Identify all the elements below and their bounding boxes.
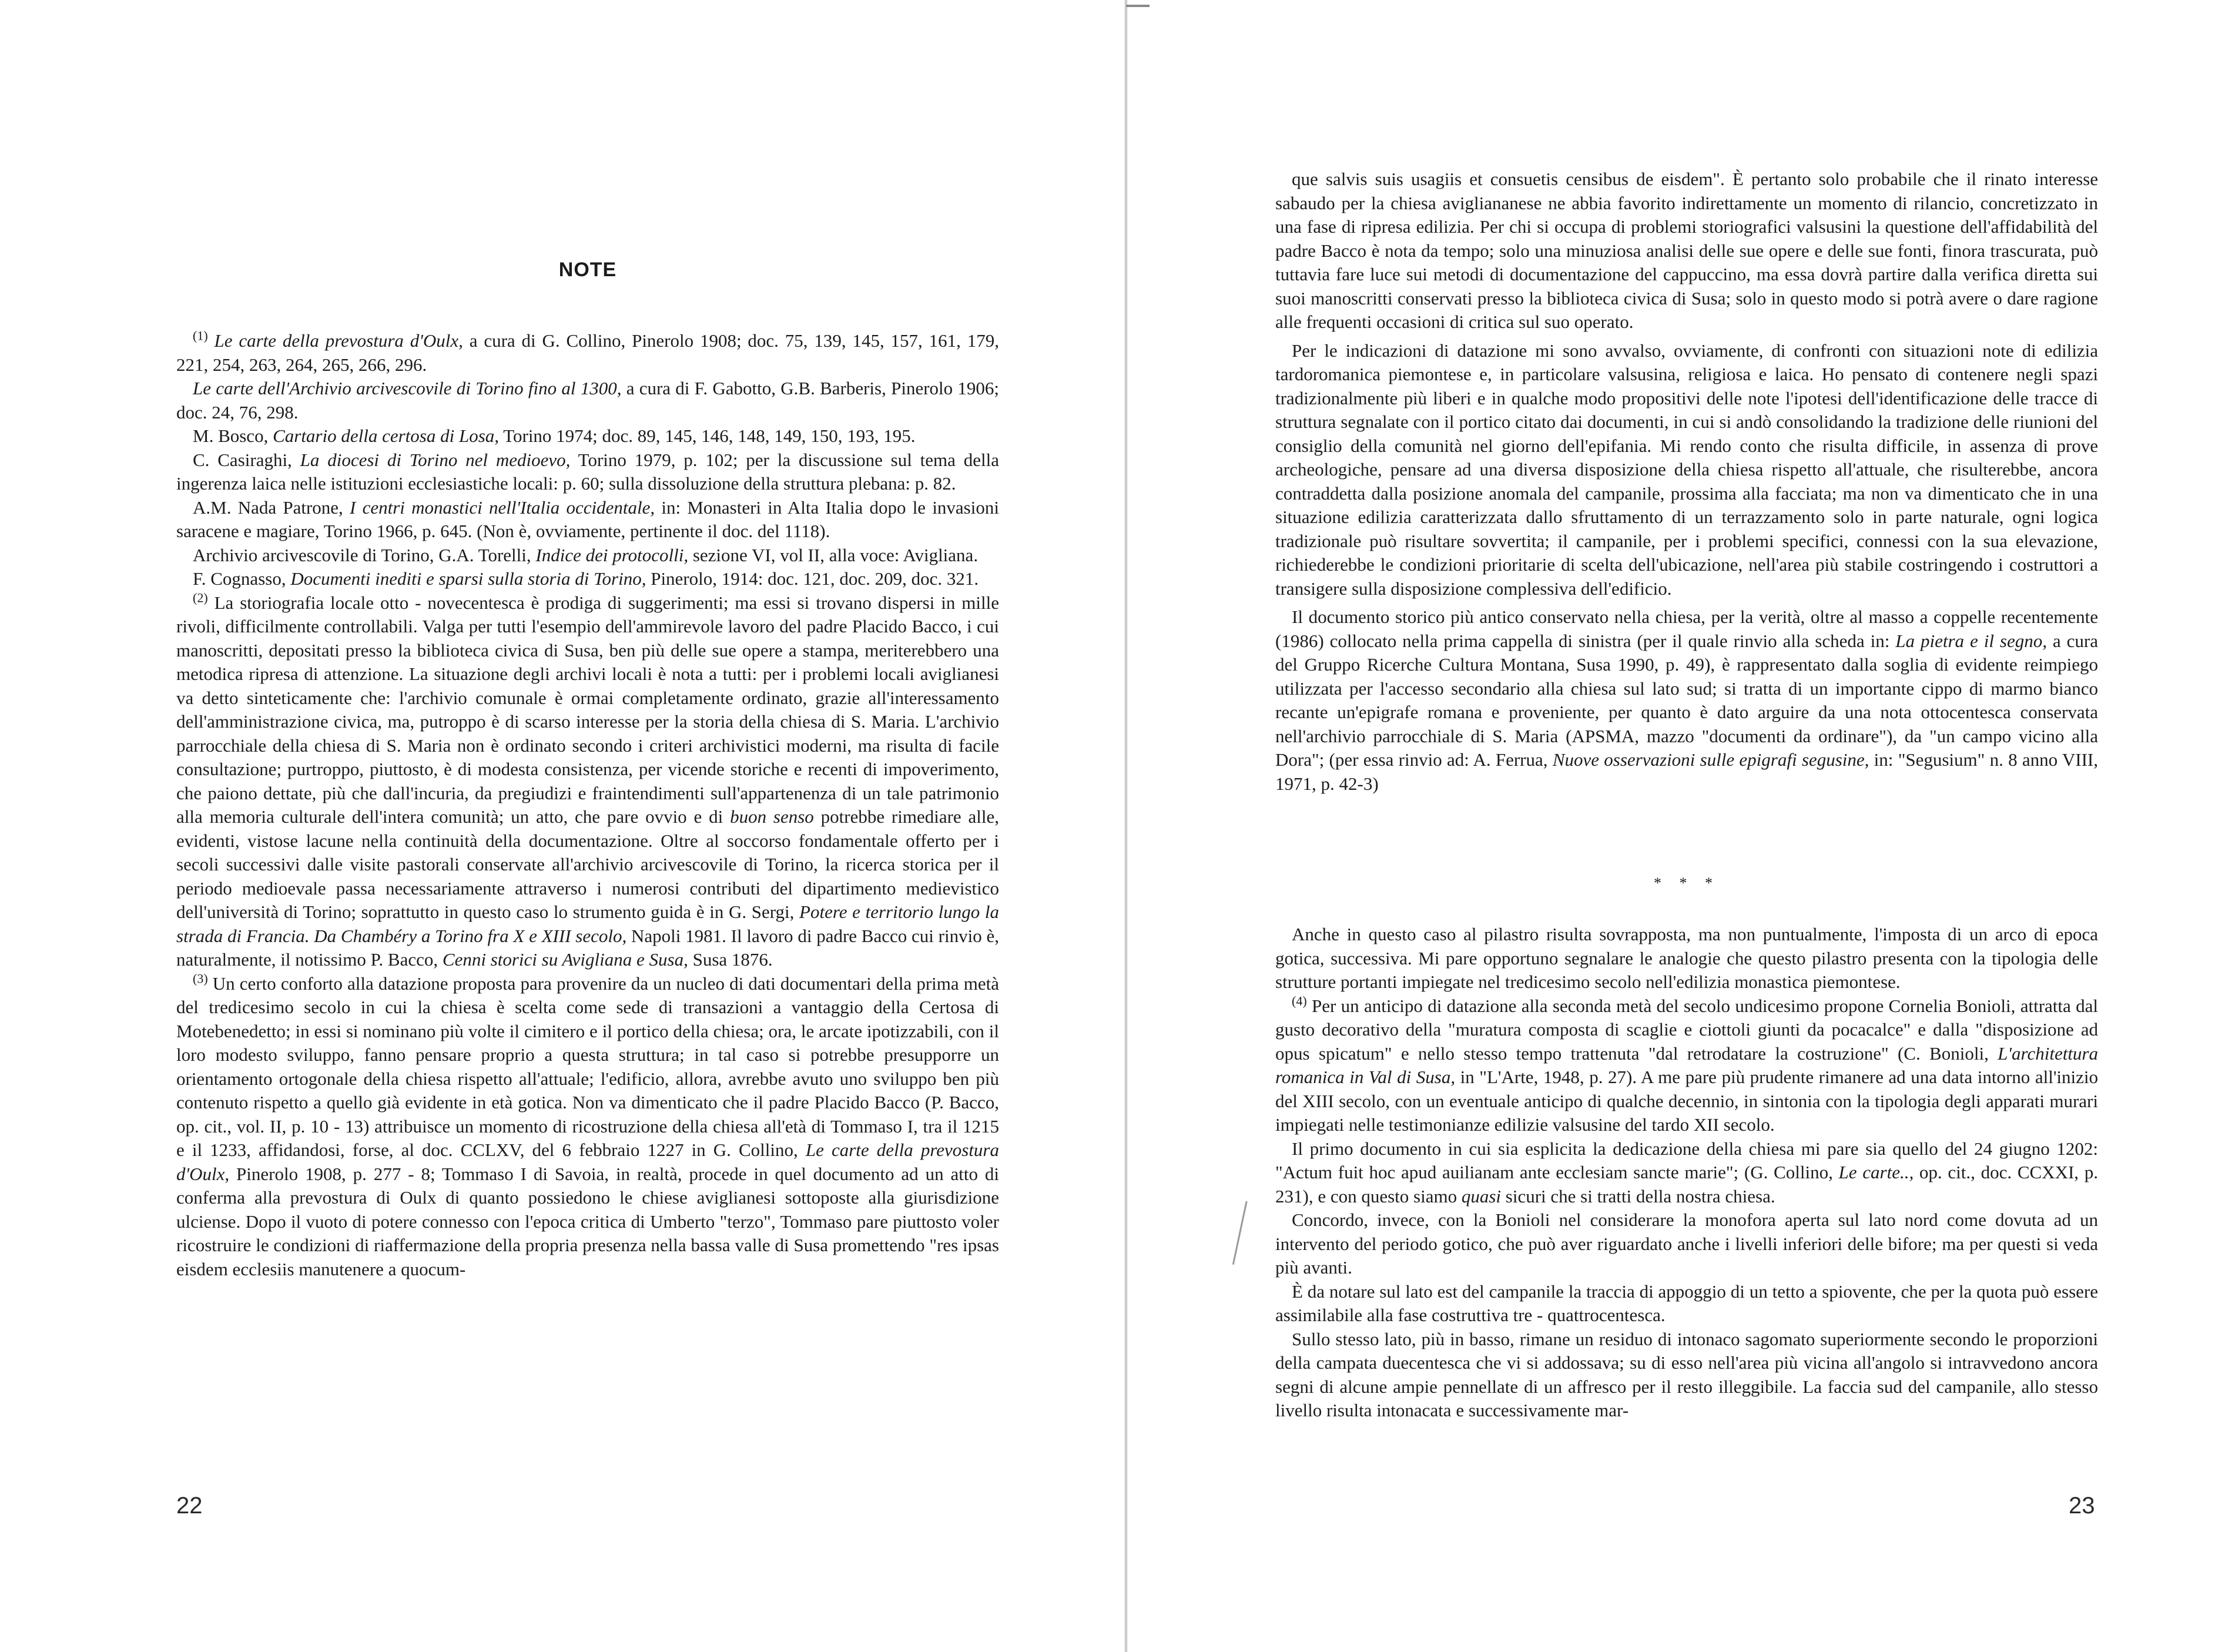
note-text: Susa 1876. [688, 949, 773, 970]
page-title: NOTE [558, 259, 617, 281]
notes-column-right-bottom [1275, 923, 2098, 1423]
note-text: F. Cognasso, [193, 568, 291, 589]
note-paragraph [1275, 1137, 2098, 1209]
note-text: È da notare sul lato est del campanile la traccia di appoggio di un tetto a spiovente, che per la quota può essere assimilabile alla fase costruttiva tre - quattrocentesca. [1275, 1281, 2098, 1325]
note-text: Pinerolo 1908, p. 277 - 8; Tommaso I di Savoia, in realtà, procede in quel documento ad un atto di conferma alla prevostura di Oulx di quanto possiedono le chiese aviglianesi sottoposte alla giurisdizione ulciense. Dopo il vuoto di potere connesso con l'epoca critica di Umberto "terzo", Tommaso pare piuttosto voler ricostruire le condizioni di riaffermazione della propria presenza nella bassa valle di Susa promettendo "res ipsas eisdem ecclesiis manutenere a quocum- [176, 1163, 999, 1279]
note-number: (3) [193, 971, 208, 986]
note-text: in "L'Arte, 1948, p. 27). A me pare più prudente rimanere ad una data intorno all'inizio del XIII secolo, con un eventuale anticipo di qualche decennio, in sintonia con la tipologia degli apparati murari impiegati nelle testimonianze edilizie valsusine del tardo XII secolo. [1275, 1067, 2098, 1135]
italic-citation: I centri monastici nell'Italia occidentale, [350, 497, 655, 518]
note-paragraph [1275, 923, 2098, 994]
note-text: Pinerolo, 1914: doc. 121, doc. 209, doc. 321. [646, 568, 979, 589]
note-paragraph [176, 972, 999, 1282]
note-text: Il documento storico più antico conservato nella chiesa, per la verità, oltre al masso a coppelle recentemente (1986) collocato nella prima cappella di sinistra (per il quale rinvio alla scheda in: [1275, 606, 2098, 651]
note-text: in: Monasteri in Alta Italia dopo le invasioni saracene e magiare, Torino 1966, p. 645. (Non è, ovviamente, pertinente il doc. del 1118). [176, 497, 999, 541]
italic-citation: quasi [1461, 1185, 1502, 1207]
note-paragraph [176, 448, 999, 496]
italic-citation: Cenni storici su Avigliana e Susa, [442, 949, 688, 970]
note-paragraph [176, 567, 999, 591]
note-text: Concordo, invece, con la Bonioli nel considerare la monofora aperta sul lato nord come dovuta ad un intervento del periodo gotico, che può aver riguardato anche i livelli inferiori delle bifore; ma per questi si veda più avanti. [1275, 1209, 2098, 1278]
note-text: A.M. Nada Patrone, [193, 497, 350, 518]
note-paragraph [1275, 339, 2098, 601]
notes-column-left [176, 329, 999, 1281]
note-paragraph [1275, 1280, 2098, 1328]
italic-citation: Nuove osservazioni sulle epigrafi segusine, [1552, 749, 1869, 770]
section-separator: * * * [1654, 874, 1720, 892]
note-text: Torino 1974; doc. 89, 145, 146, 148, 149, 150, 193, 195. [499, 425, 916, 446]
italic-citation: La diocesi di Torino nel medioevo, [300, 449, 571, 470]
note-paragraph [176, 496, 999, 544]
note-paragraph [1275, 605, 2098, 796]
note-text: Archivio arcivescovile di Torino, G.A. Torelli, [193, 544, 536, 565]
note-paragraph [176, 591, 999, 972]
note-text: Sullo stesso lato, più in basso, rimane un residuo di intonaco sagomato superiormente secondo le proporzioni della campata duecentesca che vi si addossava; su di esso nell'area più vicina all'angolo si intravvedono ancora segni di alcune ampie pennellate di un affresco per il resto illeggibile. La faccia sud del campanile, allo stesso livello risulta intonacata e successivamente mar- [1275, 1328, 2098, 1420]
italic-citation: Le carte della prevostura d'Oulx, [176, 1140, 999, 1184]
note-text: in: "Segusium" n. 8 anno VIII, 1971, p. 42-3) [1275, 749, 2098, 794]
italic-citation: Potere e territorio lungo la strada di Francia. Da Chambéry a Torino fra X e XIII secolo, [176, 902, 999, 946]
note-text: Per le indicazioni di datazione mi sono avvalso, ovviamente, di confronti con situazioni note di edilizia tardoromanica piemontese e, in particolare valsusina, religiosa e laica. Ho pensato di contenere negli spazi tradizionalmente più liberi e in qualche modo propositivi delle note l'ipotesi dell'identificazione delle tracce di struttura segnalate con il portico citato dai documenti, in cui si andò consolidando la tradizione delle riunioni del consiglio della comunità nel giorno dell'epifania. Mi rendo conto che risulta difficile, in assenza di prove archeologiche, pensare ad una diversa disposizione della chiesa rispetto all'attuale, che risulterebbe, ancora contraddetta dalla posizione anomala del campanile, prossima alla facciata; ma non va dimenticato che in una situazione edilizia caratterizzata dallo sfruttamento di un terrazzamento solo in parte naturale, ogni logica tradizionale può risultare sovvertita; il campanile, per i problemi specifici, connessi con la sua elevazione, richiederebbe le condizioni prioritarie di scelta dell'ubicazione, nell'area più stabile costringendo i costruttori a transigere sulla disposizione complessiva dell'edificio. [1275, 340, 2098, 599]
note-paragraph [176, 377, 999, 424]
note-paragraph [176, 544, 999, 568]
italic-citation: Le carte dell'Archivio arcivescovile di Torino fino al 1300, [193, 378, 622, 398]
note-text: Napoli 1981. Il lavoro di padre Bacco cui rinvio è, naturalmente, il notissimo P. Bacco, [176, 925, 999, 970]
note-text: Per un anticipo di datazione alla seconda metà del secolo undicesimo propone Cornelia Bonioli, attratta dal gusto decorativo della "muratura composta di scaglie e ciottoli giunti da pocacalce" e dalla "disposizione ad opus spicatum" e nello stesso tempo trattenuta "dal retrodatare la costruzione" (C. Bonioli, [1275, 995, 2099, 1064]
note-text: a cura di F. Gabotto, G.B. Barberis, Pinerolo 1906; doc. 24, 76, 298. [176, 378, 999, 423]
note-number: (4) [1292, 993, 1307, 1008]
note-paragraph [176, 329, 999, 377]
note-paragraph [1275, 994, 2098, 1137]
note-text: potrebbe rimediare alle, evidenti, vistose lacune nella continuità della documentazione. Oltre al soccorso fondamentale offerto per i secoli successivi dalle visite pastorali conservate all'archivio arcivescovile di Torino, la ricerca storica per il periodo medioevale passa necessariamente attraverso i numerosi contributi del dipartimento medievistico dell'università di Torino; soprattutto in questo caso lo strumento guida è in G. Sergi, [176, 806, 1000, 922]
note-text: C. Casiraghi, [193, 449, 300, 470]
page-number-left: 22 [176, 1493, 203, 1519]
note-text: Il primo documento in cui sia esplicita la dedicazione della chiesa mi pare sia quello del 24 giugno 1202: "Actum fuit hoc apud auilianam ante ecclesiam sancte marie"; (G. Collino, [1275, 1138, 2098, 1182]
note-text: que salvis suis usagiis et consuetis censibus de eisdem". È pertanto solo probabile che il rinato interesse sabaudo per la chiesa avigliananese ne abbia favorito indirettamente un momento di rilancio, concretizzato in una fase di ripresa edilizia. Per chi si occupa di problemi storiografici valsusini la questione dell'affidabilità del padre Bacco è nota da tempo; solo una minuziosa analisi delle sue opere e delle sue fonti, finora trascurata, può tuttavia fare luce sui metodi di documentazione del cappuccino, ma essa dovrà partire dalla verifica diretta sui suoi manoscritti conservati presso la biblioteca civica di Susa; solo in questo modo si potrà avere o dare ragione alle frequenti occasioni di critica sul suo operato. [1275, 169, 2098, 332]
note-paragraph [1275, 167, 2098, 334]
notes-column-right-top [1275, 167, 2098, 796]
note-text: a cura del Gruppo Ricerche Cultura Montana, Susa 1990, p. 49), è rappresentato dalla soglia di evidente reimpiego utilizzata per l'accesso secondario alla chiesa sul lato sud; si tratta di un importante cippo di marmo bianco recante un'epigrafe romana e proveniente, per quanto è dato arguire da una nota ottocentesca conservata nell'archivio parrocchiale di S. Maria (APSMA, mazzo "documenti da ordinare"), da "un campo vicino alla Dora"; (per essa rinvio ad: A. Ferrua, [1275, 630, 2098, 770]
note-paragraph [176, 424, 999, 448]
italic-citation: La pietra e il segno, [1895, 630, 2047, 651]
note-text: Un certo conforto alla datazione proposta para provenire da un nucleo di dati documentari della prima metà del tredicesimo secolo in cui la chiesa è scelta come sede di transazioni a vantaggio della Certosa di Motebenedetto; in essi si nominano più volte il cimitero e il portico della chiesa; ora, le arcate ipotizzabili, con il loro modesto sviluppo, fanno pensare proprio a questa struttura; in tal caso si potrebbe presupporre un orientamento ortogonale della chiesa rispetto all'attuale; l'edificio, allora, avrebbe avuto uno sviluppo ben più contenuto rispetto a quello già evidente in età gotica. Non va dimenticato che il padre Placido Bacco (P. Bacco, op. cit., vol. II, p. 10 - 13) attribuisce un momento di ricostruzione della chiesa all'età di Tommaso I, tra il 1215 e il 1233, affidandosi, forse, al doc. CCLXV, del 6 febbraio 1227 in G. Collino, [176, 973, 999, 1160]
italic-citation: Documenti inediti e sparsi sulla storia di Torino, [290, 568, 646, 589]
note-text: M. Bosco, [193, 425, 273, 446]
note-text: La storiografia locale otto - novecentesca è prodiga di suggerimenti; ma essi si trovano dispersi in mille rivoli, difficilmente controllabili. Valga per tutti l'esempio dell'ammirevole lavoro del padre Placido Bacco, i cui manoscritti, depositati presso la biblioteca civica di Susa, ben più delle sue opere a stampa, meriterebbero una metodica ripresa di attenzione. La situazione degli archivi locali è nota a tutti: per i problemi locali aviglianesi va detto sinteticamente che: l'archivio comunale è ormai completamente ordinato, grazie all'interessamento dell'amministrazione civica, ma, putroppo è di scarso interesse per la storia della chiesa di S. Maria. L'archivio parrocchiale della chiesa di S. Maria non è ordinato secondo i criteri archivistici moderni, ma risulta di facile consultazione; purtroppo, piuttosto, è di modesta consistenza, per vicende storiche e recenti di impoverimento, che paiono dettate, più che dall'incuria, da pregiudizi e fraintendimenti sull'appartenenza di un tale patrimonio alla memoria culturale dell'intera comunità; un atto, che pare ovvio e di [176, 592, 999, 827]
note-paragraph [1275, 1328, 2098, 1423]
italic-citation: Le carte della prevostura d'Oulx, [214, 330, 463, 351]
note-text: Torino 1979, p. 102; per la discussione sul tema della ingerenza laica nelle istituzioni ecclesiastiche locali: p. 60; sulla dissoluzione della struttura plebana: p. 82. [176, 449, 999, 494]
italic-citation: buon senso [730, 806, 814, 827]
note-paragraph [1275, 1208, 2098, 1280]
note-number: (2) [193, 590, 208, 605]
page-number-right: 23 [2069, 1493, 2095, 1519]
note-text: sezione VI, vol II, alla voce: Avigliana. [688, 544, 979, 565]
note-text: Anche in questo caso al pilastro risulta sovrapposta, ma non puntualmente, l'imposta di un arco di epoca gotica, successiva. Mi pare opportuno segnalare le analogie che questo pilastro presenta con la tipologia delle strutture portanti impiegate nel tredicesimo secolo nell'edilizia monastica piemontese. [1275, 924, 2098, 992]
italic-citation: Indice dei protocolli, [535, 544, 689, 565]
italic-citation: Le carte.., [1838, 1162, 1914, 1182]
note-number: (1) [193, 328, 208, 343]
note-text: a cura di G. Collino, Pinerolo 1908; doc. 75, 139, 145, 157, 161, 179, 221, 254, 263, 264, 265, 266, 296. [176, 330, 1000, 375]
left-page [0, 0, 1117, 1652]
note-text: op. cit., doc. CCXXI, p. 231), e con questo siamo [1275, 1162, 2098, 1207]
italic-citation: L'architettura romanica in Val di Susa, [1275, 1043, 2098, 1087]
italic-citation: Cartario della certosa di Losa, [273, 425, 500, 446]
note-text: sicuri che si tratti della nostra chiesa. [1501, 1185, 1775, 1207]
